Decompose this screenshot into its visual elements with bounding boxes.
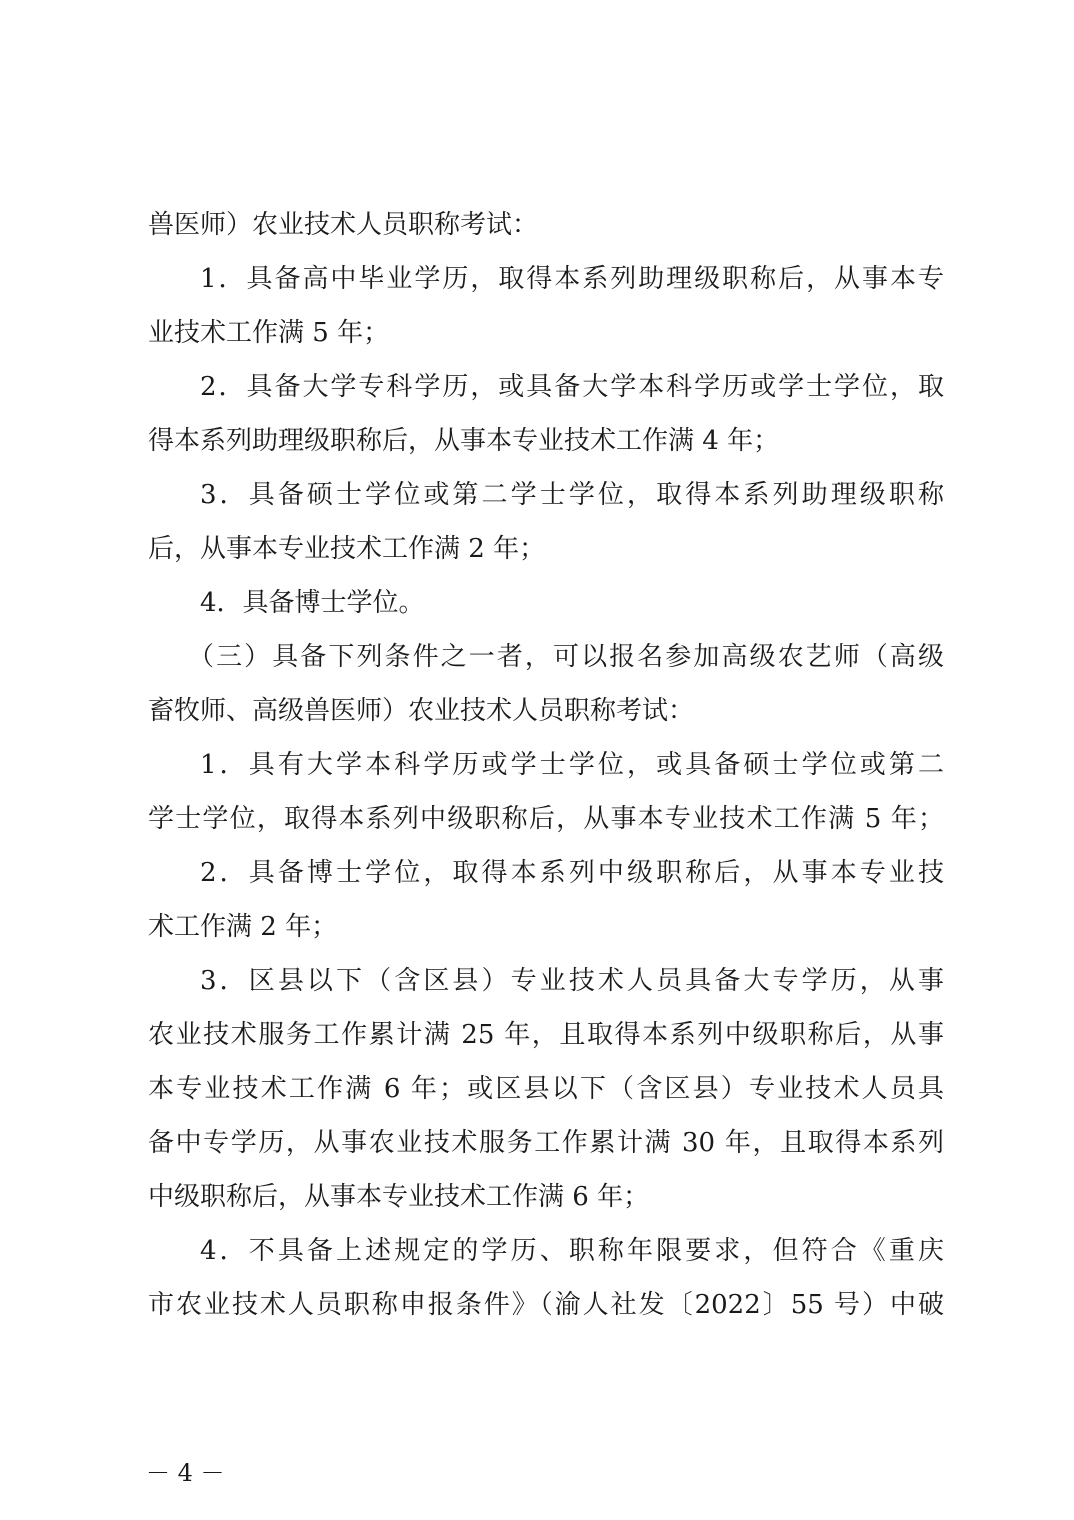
text-line: 中级职称后，从事本专业技术工作满 6 年； bbox=[148, 1182, 650, 1212]
text-line: 农业技术服务工作累计满 25 年，且取得本系列中级职称后，从事 bbox=[148, 1020, 944, 1050]
text-line: 4．不具备上述规定的学历、职称年限要求，但符合《重庆 bbox=[200, 1236, 944, 1266]
text-line: （三）具备下列条件之一者，可以报名参加高级农艺师（高级 bbox=[188, 642, 944, 672]
text-line: 后，从事本专业技术工作满 2 年； bbox=[148, 534, 546, 564]
text-line: 4．具备博士学位。 bbox=[200, 588, 425, 618]
text-line: 业技术工作满 5 年； bbox=[148, 318, 390, 348]
text-line: 畜牧师、高级兽医师）农业技术人员职称考试： bbox=[148, 696, 695, 726]
text-line: 术工作满 2 年； bbox=[148, 912, 338, 942]
text-line: 本专业技术工作满 6 年；或区县以下（含区县）专业技术人员具 bbox=[148, 1074, 944, 1104]
text-line: 3．具备硕士学位或第二学士学位，取得本系列助理级职称 bbox=[200, 480, 944, 510]
text-line: 备中专学历，从事农业技术服务工作累计满 30 年，且取得本系列 bbox=[148, 1128, 944, 1158]
text-line: 市农业技术人员职称申报条件》（渝人社发〔2022〕55 号）中破 bbox=[148, 1290, 944, 1320]
text-line: 2．具备大学专科学历，或具备大学本科学历或学士学位，取 bbox=[200, 372, 944, 402]
text-line: 1．具备高中毕业学历，取得本系列助理级职称后，从事本专 bbox=[200, 264, 944, 294]
text-line: 1．具有大学本科学历或学士学位，或具备硕士学位或第二 bbox=[200, 750, 944, 780]
text-line: 学士学位，取得本系列中级职称后，从事本专业技术工作满 5 年； bbox=[148, 804, 944, 834]
text-line: 得本系列助理级职称后，从事本专业技术工作满 4 年； bbox=[148, 426, 780, 456]
page-number: － 4 － bbox=[146, 1459, 225, 1487]
text-line: 兽医师）农业技术人员职称考试： bbox=[148, 210, 539, 240]
text-line: 2．具备博士学位，取得本系列中级职称后，从事本专业技 bbox=[200, 858, 944, 888]
text-line: 3．区县以下（含区县）专业技术人员具备大专学历，从事 bbox=[200, 966, 944, 996]
